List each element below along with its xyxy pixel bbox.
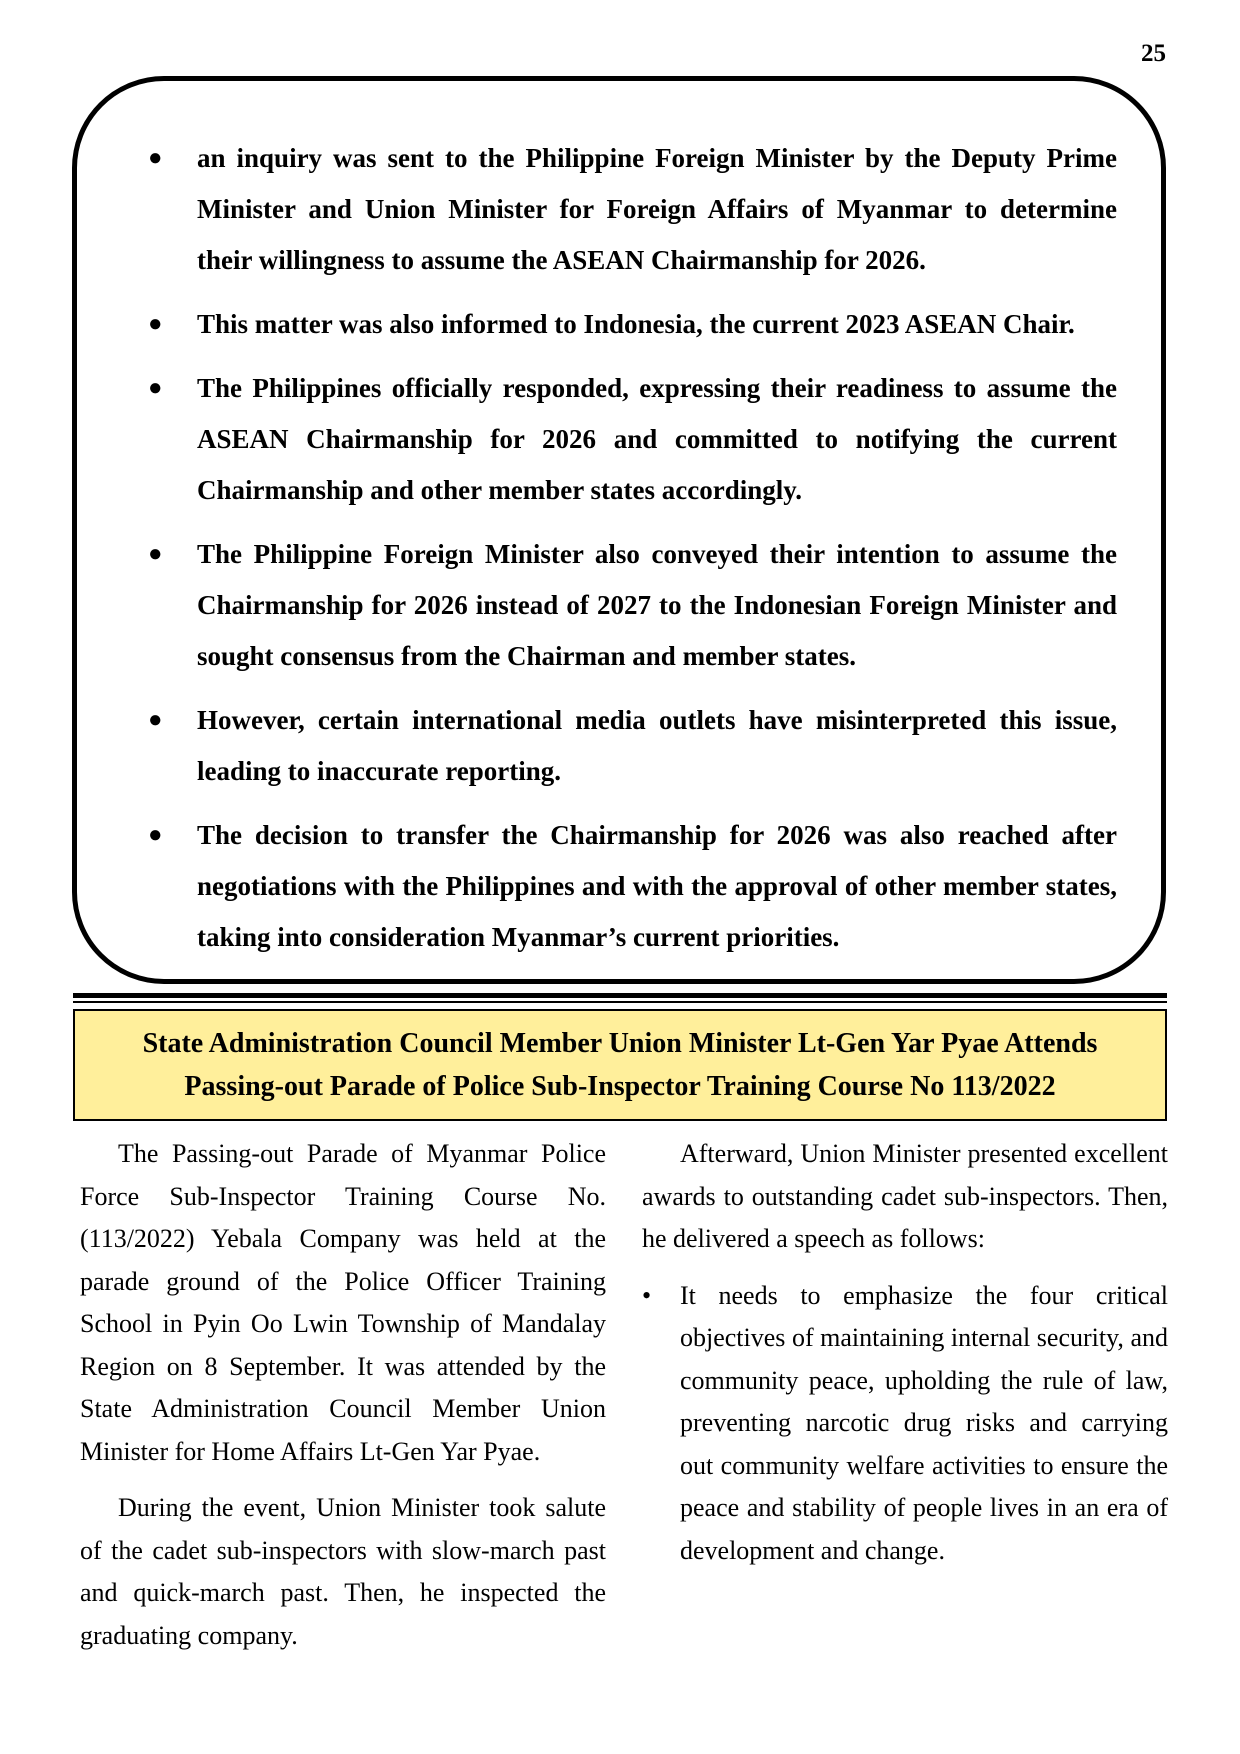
bullet-icon: ● — [148, 375, 163, 401]
speech-bullet-list — [642, 1275, 1168, 1573]
bullet-icon: ● — [148, 541, 163, 567]
box-bullet-list — [121, 133, 1117, 963]
box-bullet-text: This matter was also informed to Indonesia, the current 2023 ASEAN Chair. — [197, 309, 1075, 339]
speech-bullet-item — [642, 1275, 1168, 1573]
bullet-icon: ● — [148, 822, 163, 848]
box-bullet-text: However, certain international media outlets have misinterpreted this issue, leading to inaccurate reporting. — [197, 705, 1117, 786]
box-bullet-item — [121, 810, 1117, 963]
page-number: 25 — [1141, 40, 1166, 67]
article-paragraph: Afterward, Union Minister presented excellent awards to outstanding cadet sub-inspectors. Then, he delivered a speech as follows: — [642, 1139, 1168, 1253]
box-bullet-item — [121, 299, 1117, 350]
box-bullet-text: an inquiry was sent to the Philippine Foreign Minister by the Deputy Prime Minister and Union Minister for Foreign Affairs of Myanmar to determine their willingness to assume the ASEAN Chairmanship for 2026. — [197, 143, 1117, 275]
box-bullet-item — [121, 529, 1117, 682]
article-paragraph: During the event, Union Minister took salute of the cadet sub-inspectors with slow-march past and quick-march past. Then, he inspected the graduating company. — [80, 1493, 606, 1650]
box-bullet-item — [121, 363, 1117, 516]
headline-line-2: Passing-out Parade of Police Sub-Inspector Training Course No 113/2022 — [184, 1071, 1056, 1102]
speech-bullet-text: It needs to emphasize the four critical objectives of maintaining internal security, and community peace, upholding the rule of law, preventing narcotic drug risks and carrying out community welfare activities to ensure the peace and stability of people lives in an era of development and change. — [680, 1280, 1168, 1565]
highlight-box — [72, 76, 1166, 984]
bullet-icon: ● — [148, 707, 163, 733]
box-bullet-text: The decision to transfer the Chairmanship for 2026 was also reached after negotiations with the Philippines and with the approval of other member states, taking into consideration Myanmar’s current priorities. — [197, 820, 1117, 952]
bullet-icon: ● — [148, 145, 163, 171]
box-bullet-text: The Philippine Foreign Minister also conveyed their intention to assume the Chairmanship for 2026 instead of 2027 to the Indonesian Foreign Minister and sought consensus from the Chairman and member states. — [197, 539, 1117, 671]
article-headline — [129, 1022, 1112, 1108]
bullet-icon: • — [642, 1280, 652, 1310]
headline-line-1: State Administration Council Member Union Minister Lt-Gen Yar Pyae Attends — [142, 1028, 1098, 1059]
box-bullet-item — [121, 133, 1117, 286]
section-divider-thin — [73, 1001, 1167, 1003]
bullet-icon: ● — [148, 311, 163, 337]
article-column-left — [80, 1133, 606, 1671]
headline-box — [73, 1009, 1167, 1121]
box-bullet-item — [121, 695, 1117, 797]
box-bullet-text: The Philippines officially responded, expressing their readiness to assume the ASEAN Chairmanship for 2026 and committed to notifying the current Chairmanship and other member states accordingly. — [197, 373, 1117, 505]
section-divider-thick — [73, 993, 1167, 998]
article-paragraph: The Passing-out Parade of Myanmar Police Force Sub-Inspector Training Course No. (113/2022) Yebala Company was held at the parade ground of the Police Officer Training School in Pyin Oo Lwin Township of Mandalay Region on 8 September. It was attended by the State Administration Council Member Union Minister for Home Affairs Lt-Gen Yar Pyae. — [80, 1139, 606, 1466]
article-column-right — [642, 1133, 1168, 1572]
